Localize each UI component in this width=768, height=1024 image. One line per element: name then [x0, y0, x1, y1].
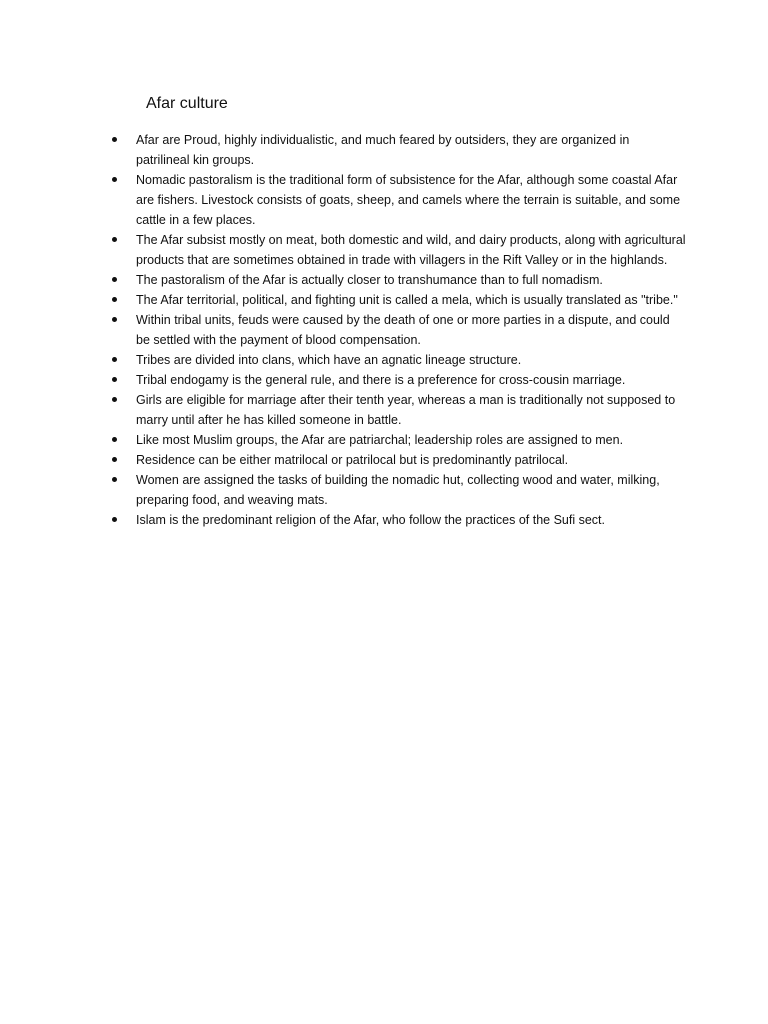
list-item-text: Tribes are divided into clans, which have an agnatic lineage structure. [136, 353, 522, 367]
list-item-text: Like most Muslim groups, the Afar are patriarchal; leadership roles are assigned to men. [136, 433, 624, 447]
list-item-text: The Afar subsist mostly on meat, both domestic and wild, and dairy products, along with agricultural products that are sometimes obtained in trade with villagers in the Rift Valley or in the highlands. [136, 233, 686, 267]
bullet-point-icon [112, 357, 117, 362]
bullet-point-icon [112, 137, 117, 142]
bullet-point-icon [112, 237, 117, 242]
list-item [106, 390, 686, 430]
list-item [106, 450, 686, 470]
bullet-point-icon [112, 437, 117, 442]
bullet-point-icon [112, 297, 117, 302]
bullet-point-icon [112, 177, 117, 182]
list-item [106, 230, 686, 270]
list-item [106, 130, 686, 170]
list-item-text: Nomadic pastoralism is the traditional form of subsistence for the Afar, although some coastal Afar are fishers. Livestock consists of goats, sheep, and camels where the terrain is suitable, and some cattle in a few places. [136, 173, 681, 227]
list-item [106, 470, 686, 510]
list-item-text: Women are assigned the tasks of building the nomadic hut, collecting wood and water, milking, preparing food, and weaving mats. [136, 473, 660, 507]
list-item [106, 370, 686, 390]
bullet-point-icon [112, 457, 117, 462]
list-item [106, 510, 686, 530]
list-item [106, 310, 686, 350]
bullet-point-icon [112, 377, 117, 382]
list-item [106, 170, 686, 230]
list-item [106, 270, 686, 290]
bullet-list [106, 130, 686, 530]
list-item [106, 350, 686, 370]
list-item-text: The Afar territorial, political, and fighting unit is called a mela, which is usually translated as "tribe." [136, 293, 678, 307]
list-item-text: Girls are eligible for marriage after their tenth year, whereas a man is traditionally not supposed to marry until after he has killed someone in battle. [136, 393, 676, 427]
list-item [106, 290, 686, 310]
list-item-text: Residence can be either matrilocal or patrilocal but is predominantly patrilocal. [136, 453, 569, 467]
list-item-text: Within tribal units, feuds were caused by the death of one or more parties in a dispute, and could be settled with the payment of blood compensation. [136, 313, 670, 347]
bullet-point-icon [112, 317, 117, 322]
bullet-point-icon [112, 277, 117, 282]
document-title: Afar culture [146, 95, 228, 112]
list-item-text: Islam is the predominant religion of the Afar, who follow the practices of the Sufi sect. [136, 513, 605, 527]
list-item-text: Tribal endogamy is the general rule, and there is a preference for cross-cousin marriage. [136, 373, 626, 387]
bullet-point-icon [112, 477, 117, 482]
bullet-point-icon [112, 397, 117, 402]
bullet-point-icon [112, 517, 117, 522]
list-item [106, 430, 686, 450]
list-item-text: Afar are Proud, highly individualistic, and much feared by outsiders, they are organized in patrilineal kin groups. [136, 133, 630, 167]
list-item-text: The pastoralism of the Afar is actually closer to transhumance than to full nomadism. [136, 273, 603, 287]
